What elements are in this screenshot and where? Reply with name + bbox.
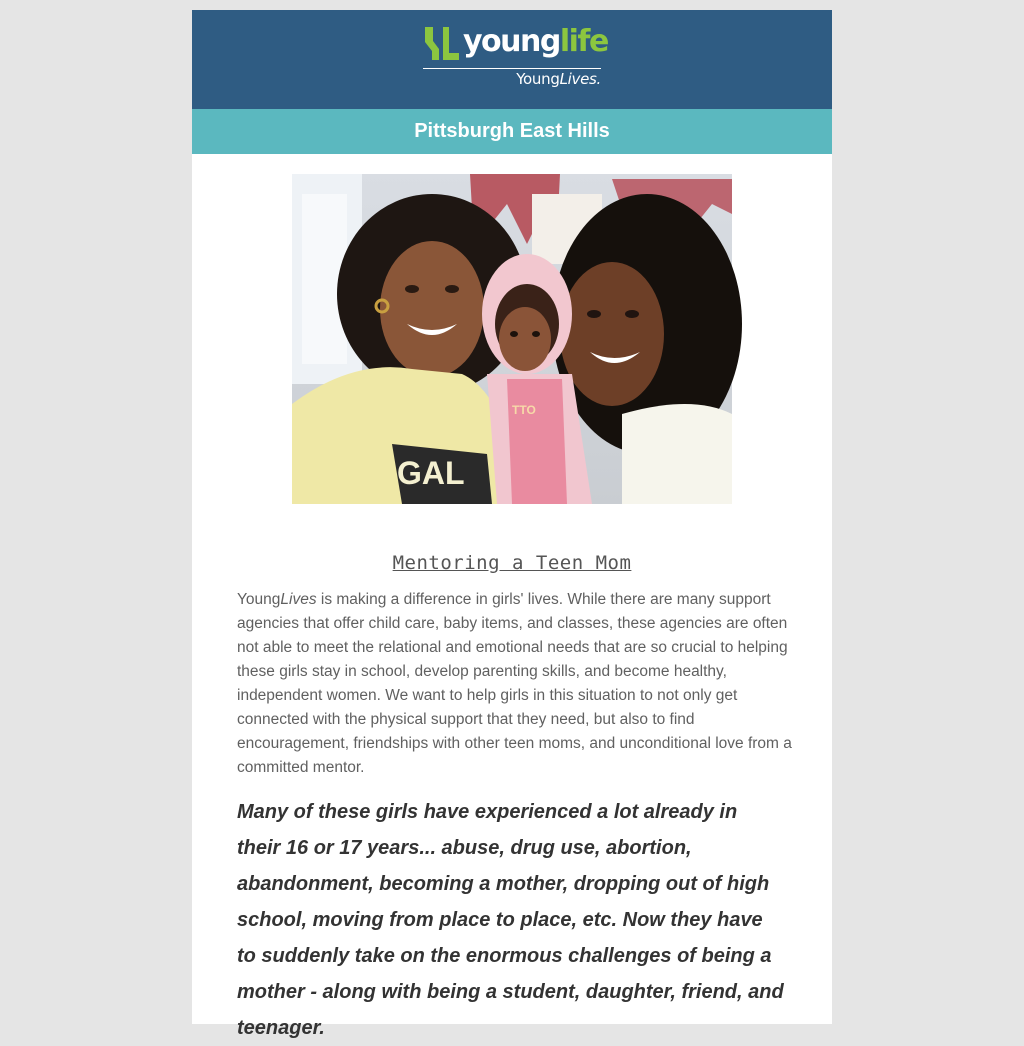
article-title[interactable]: Mentoring a Teen Mom [392,552,632,574]
svg-text:TTO: TTO [512,403,536,417]
mentor-photo [292,174,732,504]
photo-container [192,154,832,504]
younglife-mark-icon [423,27,459,60]
logo-subtitle [516,70,601,88]
article-pullquote: Many of these girls have experienced a lot already in their 16 or 17 years... abuse, drug use, abortion, abandonment, becoming a mother, dropping out of high school, moving from place to place, etc. Now they have to suddenly take on the enormous challenges of being a mother - along with being a student, daughter, friend, and teenager. [237,801,784,1039]
article-intro [237,588,792,780]
logo-sub-lives: Lives. [559,70,601,88]
intro-body: is making a difference in girls' lives. While there are many support agencies that offer child care, baby items, and classes, these agencies are often not able to meet the relational and emotional needs that are so crucial to helping these girls stay in school, develop parenting skills, and become healthy, independent women. We want to help girls in this situation to not only get connected with the physical support that they need, but also to find encouragement, friendships with other teen moms, and unconditional love from a committed mentor. [237,591,792,776]
region-title: Pittsburgh East Hills [414,120,610,142]
logo-divider [423,68,601,69]
intro-italic: Lives [280,591,317,608]
email-container [192,10,832,1039]
email-header [192,10,832,109]
logo-wordmark [463,22,608,62]
svg-text:GAL: GAL [397,455,465,491]
region-banner [192,109,832,154]
intro-prefix: Young [237,591,281,608]
logo-word-life: life [559,24,608,59]
younglife-logo[interactable] [423,24,608,102]
logo-sub-young: Young [516,70,560,88]
logo-word-young: young [463,24,560,59]
